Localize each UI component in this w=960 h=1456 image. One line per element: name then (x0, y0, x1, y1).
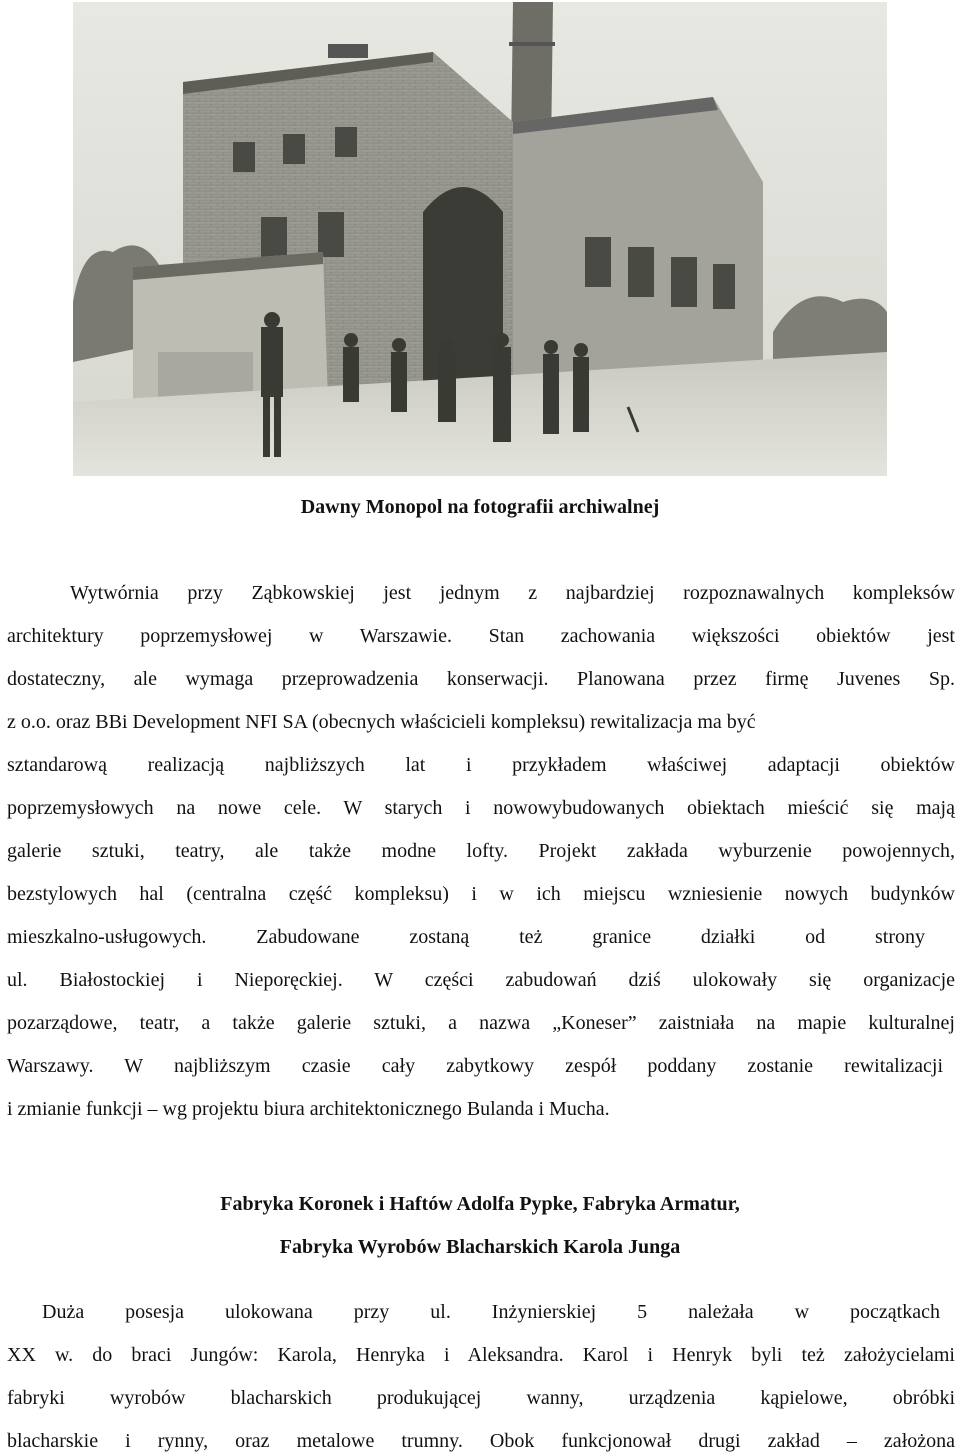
text-line: Warszawy. W najbliższym czasie cały zabytkowy zespół poddany zostanie rewitalizacji (7, 1055, 943, 1077)
text-line: fabryki wyrobów blacharskich produkującej wanny, urządzenia kąpielowe, obróbki (7, 1387, 955, 1409)
text-line: ul. Białostockiej i Nieporęckiej. W części zabudowań dziś ulokowały się organizacje (7, 969, 955, 991)
text-line: XX w. do braci Jungów: Karola, Henryka i Aleksandra. Karol i Henryk byli też założycielami (7, 1344, 955, 1366)
text-line: architektury poprzemysłowej w Warszawie. Stan zachowania większości obiektów jest (7, 625, 955, 647)
arched-doorway (423, 187, 503, 392)
photo-caption: Dawny Monopol na fotografii archiwalnej (300, 496, 660, 518)
text-line: Wytwórnia przy Ząbkowskiej jest jednym z najbardziej rozpoznawalnych kompleksów (70, 582, 955, 604)
text-line: sztandarową realizacją najbliższych lat i przykładem właściwej adaptacji obiektów (7, 754, 955, 776)
text-line: blacharskie i rynny, oraz metalowe trumny. Obok funkcjonował drugi zakład – założona (7, 1430, 955, 1452)
text-line: bezstylowych hal (centralna część kompleksu) i w ich miejscu wzniesienie nowych budynków (7, 883, 955, 905)
text-line: galerie sztuki, teatry, ale także modne lofty. Projekt zakłada wyburzenie powojennych, (7, 840, 955, 862)
section-heading-line-2: Fabryka Wyrobów Blacharskich Karola Junga (279, 1236, 681, 1258)
text-line: poprzemysłowych na nowe cele. W starych i nowowybudowanych obiektach mieścić się mają (7, 797, 955, 819)
text-line: z o.o. oraz BBi Development NFI SA (obecnych właścicieli kompleksu) rewitalizacja ma być (7, 711, 756, 733)
factory-photo-drawing (73, 2, 887, 476)
section-heading-line-1: Fabryka Koronek i Haftów Adolfa Pypke, Fabryka Armatur, (220, 1193, 740, 1215)
text-line: i zmianie funkcji – wg projektu biura architektonicznego Bulanda i Mucha. (7, 1098, 610, 1120)
text-line: Duża posesja ulokowana przy ul. Inżynierskiej 5 należała w początkach (42, 1301, 940, 1323)
text-line: dostateczny, ale wymaga przeprowadzenia konserwacji. Planowana przez firmę Juvenes Sp. (7, 668, 955, 690)
text-line: mieszkalno-usługowych. Zabudowane zostaną też granice działki od strony (7, 926, 925, 948)
archival-factory-photo (73, 2, 887, 476)
text-line: pozarządowe, teatr, a także galerie sztuki, a nazwa „Koneser” zaistniała na mapie kulturalnej (7, 1012, 955, 1034)
